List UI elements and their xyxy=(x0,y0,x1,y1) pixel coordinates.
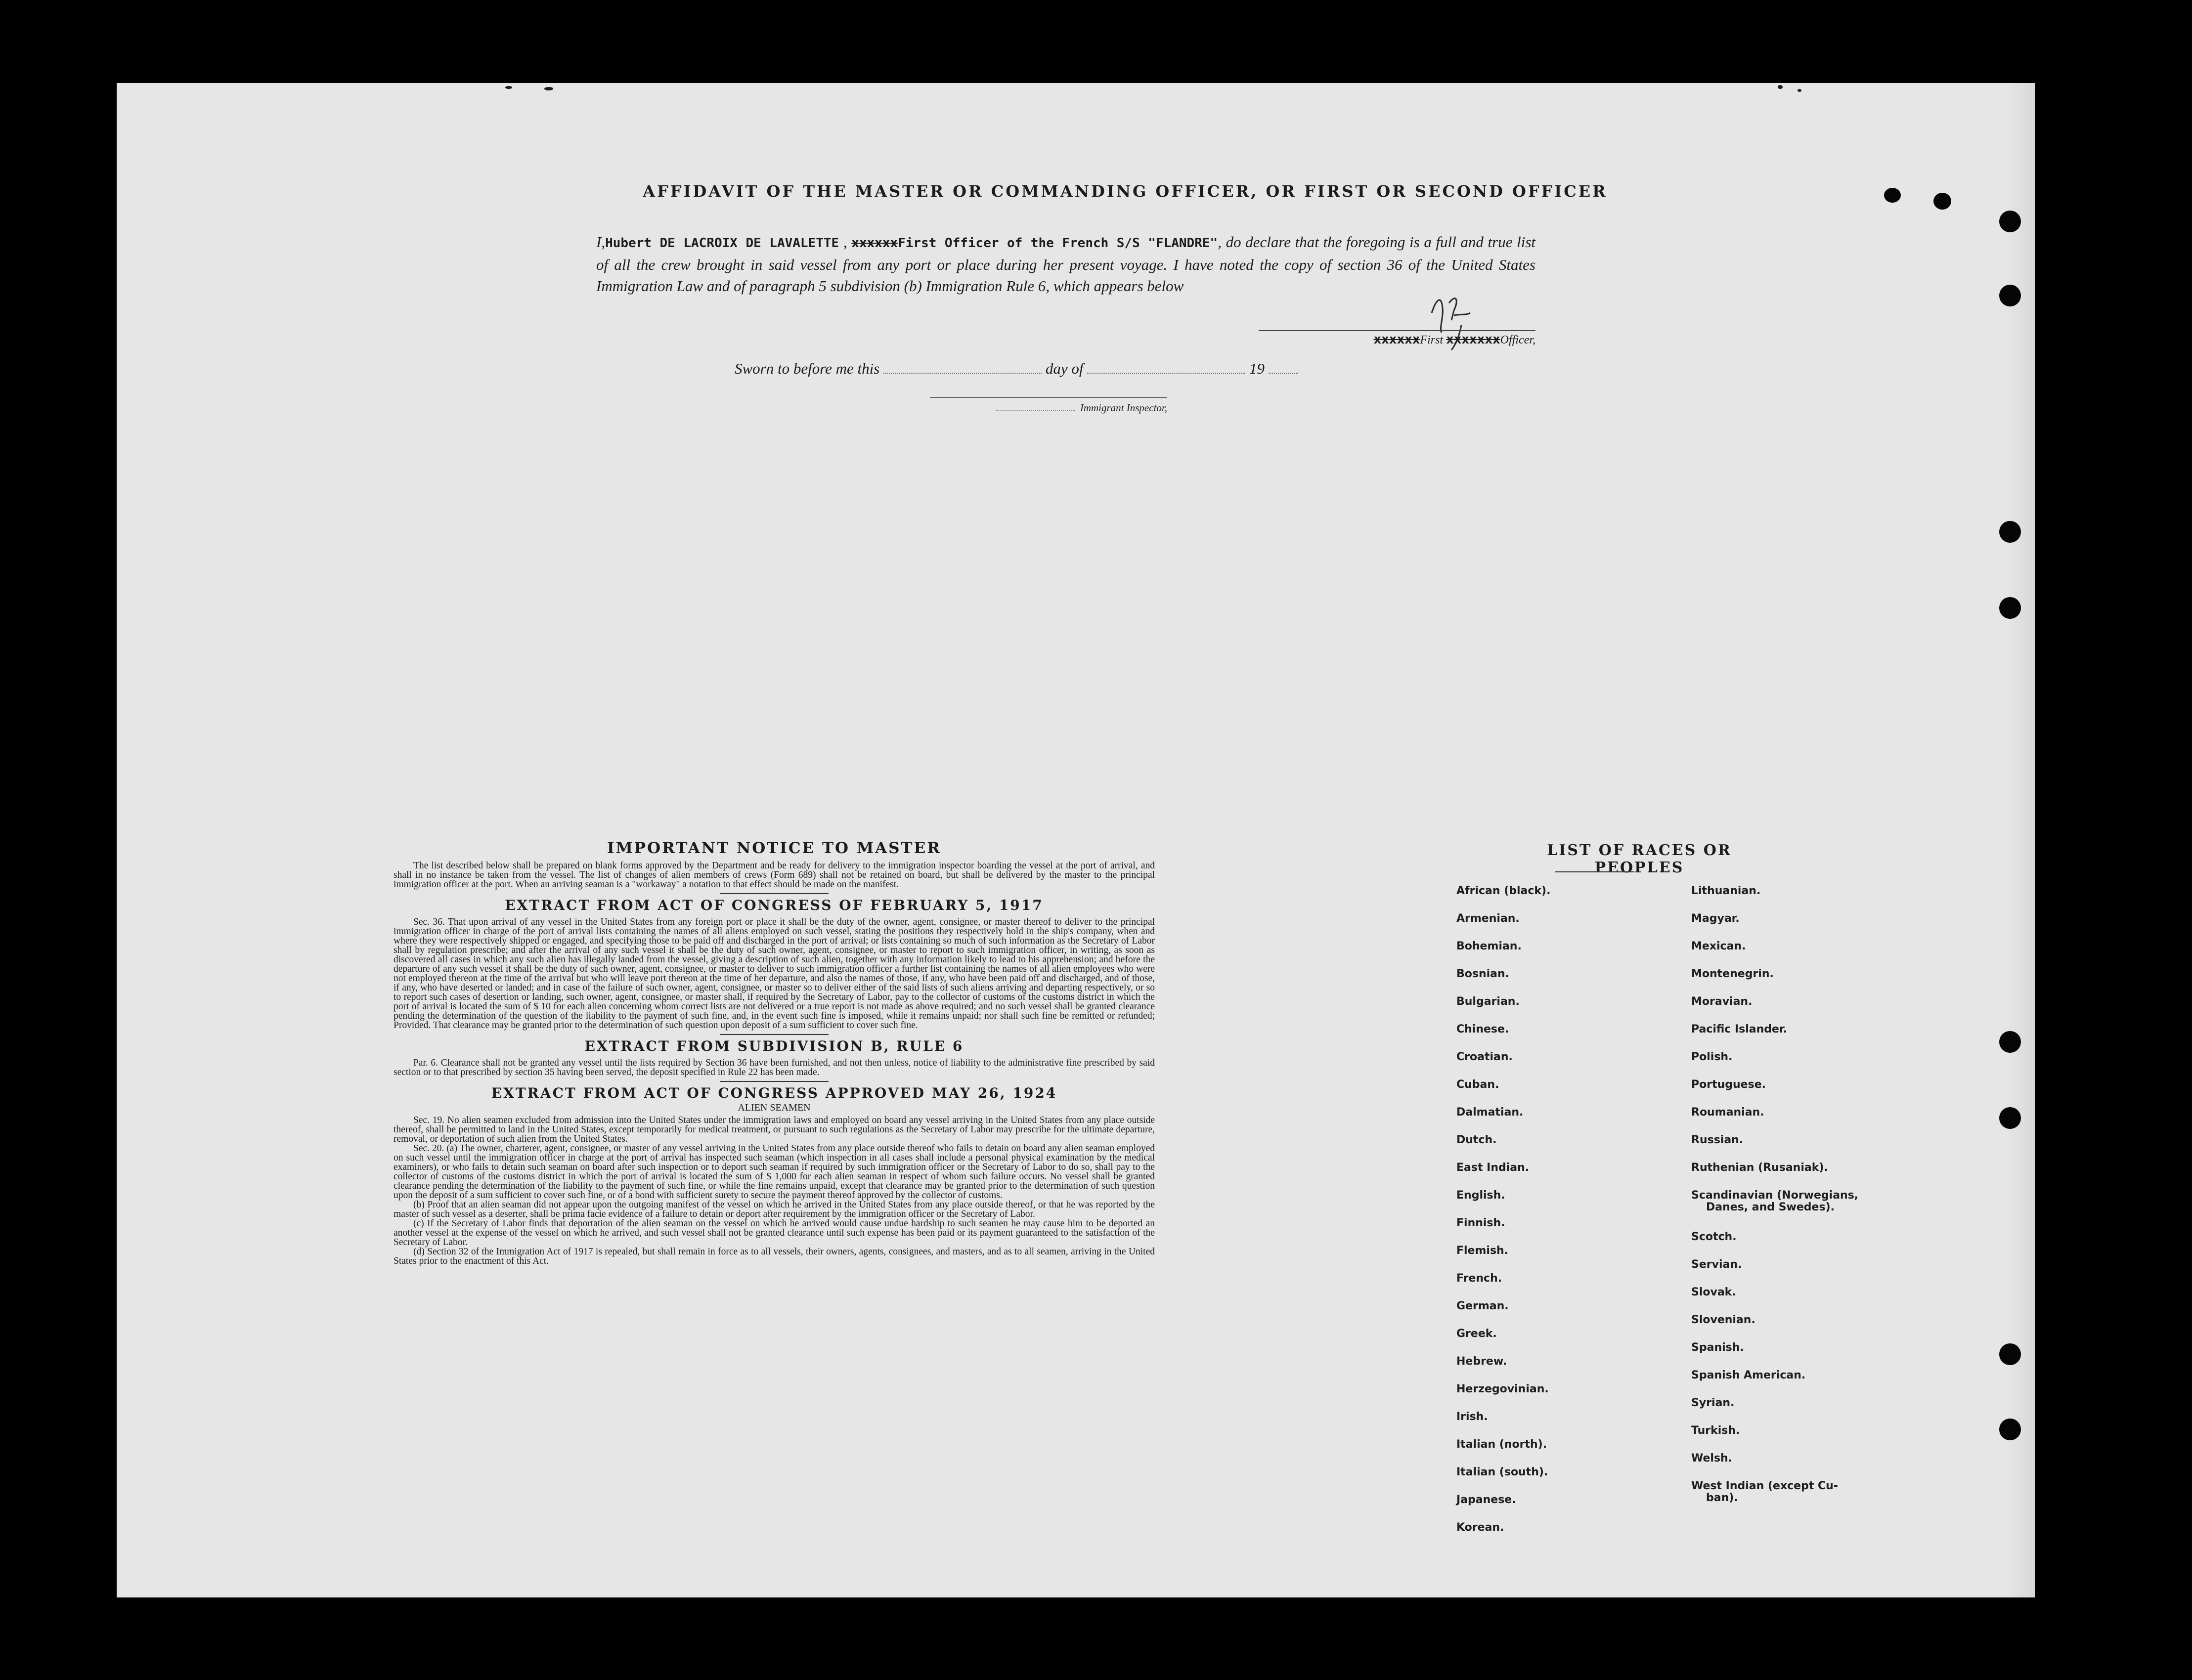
struck-rank: xxxxxx xyxy=(851,236,898,251)
declaration-body: that the foregoing is a full and true list of all the crew brought in said vessel from any port or place during her present voyage. I have noted the copy of section 36 of the United States Immigration Law and of paragraph 5 subdivision (b) Immigration Rule 6, which appears below xyxy=(596,233,1536,295)
races-left-column xyxy=(1456,885,1664,1550)
race-item: Croatian. xyxy=(1456,1051,1513,1063)
race-item: Servian. xyxy=(1691,1258,1742,1271)
extract3-subheading: ALIEN SEAMEN xyxy=(738,1102,811,1113)
pronoun: I, xyxy=(596,233,606,251)
first-label: First xyxy=(1420,334,1444,346)
binder-hole xyxy=(1999,285,2021,306)
struck-word: xxxxxx xyxy=(1373,332,1420,347)
binder-hole xyxy=(1999,1343,2021,1365)
extract2-heading: EXTRACT FROM SUBDIVISION B, RULE 6 xyxy=(584,1038,964,1054)
race-item: Bulgarian. xyxy=(1456,995,1520,1008)
inspector-signature-line xyxy=(930,397,1167,398)
scan-speck xyxy=(505,86,512,89)
race-item-line: West Indian (except Cu- xyxy=(1691,1480,1838,1492)
race-item: Greek. xyxy=(1456,1328,1497,1340)
race-item: Flemish. xyxy=(1456,1245,1509,1257)
race-item: Montenegrin. xyxy=(1691,968,1774,980)
extract3-sec20b: (b) Proof that an alien seaman did not appear upon the outgoing manifest of the vessel on which he arrived in the United States from any place outside thereof, or that he was reported by the master of such vessel as a deserter, shall be prima facie evidence of a failure to detain or deport after requirement by the immigration officer or the Secretary of Labor. xyxy=(394,1200,1155,1219)
binder-hole xyxy=(1999,1419,2021,1440)
declaration-text: I,Hubert DE LACROIX DE LAVALETTE , xxxxxxFirst Officer of the French S/S "FLANDRE", do declare that the foregoing is a full and true list of all the crew brought in said vessel from any port or place during her present voyage. I have noted the copy of section 36 of the United States Immigration Law and of paragraph 5 subdivision (b) Immigration Rule 6, which appears below xyxy=(596,233,1536,295)
binder-hole xyxy=(1999,521,2021,543)
sworn-line xyxy=(735,360,1298,378)
race-item: Spanish American. xyxy=(1691,1369,1806,1381)
race-item: German. xyxy=(1456,1300,1509,1312)
day-of-label: day of xyxy=(1045,360,1084,377)
binder-hole xyxy=(1884,188,1901,203)
notice-section xyxy=(394,839,1155,1266)
extract3-sec20a: Sec. 20. (a) The owner, charterer, agent, consignee, or master of any vessel arriving in the United States from any place outside thereof who fails to detain on board any alien seaman employed on such vessel until the immigration officer in charge at the port of arrival has inspected such seaman (which inspection in all cases shall include a personal physical examination by the medical examiners), or who fails to detain such seaman on board after such inspection or to deport such seaman if required by such immigration officer or the Secretary of Labor to do so, shall pay to the collector of customs of the customs district in which the port of arrival is located the sum of $ 1,000 for each alien seaman in respect of whom such failure occurs. No vessel shall be granted clearance pending the determination of the liability to the payment of such fine, or while the fine remains unpaid, except that clearance may be granted prior to the determination of such question upon the deposit of a sum sufficient to cover such fine, or of a bond with sufficient surety to secure the payment thereof approved by the collector of customs. xyxy=(394,1143,1155,1201)
race-item: Ruthenian (Rusaniak). xyxy=(1691,1162,1828,1174)
year-blank xyxy=(1269,361,1298,374)
race-item: Dalmatian. xyxy=(1456,1106,1524,1119)
binder-hole xyxy=(1933,193,1951,210)
section-rule xyxy=(720,1081,829,1082)
notice-text: The list described below shall be prepared on blank forms approved by the Department and be ready for delivery to the immigration inspector boarding the vessel at the port of arrival, and shall in no instance be taken from the vessel. The list of changes of alien members of crews (Form 689) shall not be retained on board, but shall be delivered by the master to the principal immigration officer at the port. When an arriving seaman is a "workaway" a notation to that effect should be made on the manifest. xyxy=(394,861,1155,890)
race-item: Japanese. xyxy=(1456,1494,1516,1506)
extract3-sec19: Sec. 19. No alien seamen excluded from admission into the United States under the immigration laws and employed on board any vessel arriving in the United States from any place outside thereof, shall be permitted to land in the United States, except temporarily for medical treatment, or pursuant to such regulations as the Secretary of Labor may prescribe for the ultimate departure, removal, or deportation of such alien from the United States. xyxy=(394,1115,1155,1144)
inspector-label: Immigrant Inspector, xyxy=(1080,402,1167,414)
year-prefix: 19 xyxy=(1249,360,1265,377)
sworn-label: Sworn to before me this xyxy=(735,360,880,377)
races-rule xyxy=(1555,871,1634,872)
page-edge-shadow xyxy=(2005,83,2035,1597)
extract1-heading: EXTRACT FROM ACT OF CONGRESS OF FEBRUARY 5, 1917 xyxy=(505,897,1044,913)
scan-speck xyxy=(1797,89,1801,92)
race-item: Moravian. xyxy=(1691,995,1753,1008)
race-item: Syrian. xyxy=(1691,1397,1735,1409)
race-item: Scotch. xyxy=(1691,1231,1737,1243)
inspector-dots xyxy=(996,410,1075,411)
race-item-line: ban). xyxy=(1706,1492,1738,1504)
race-item: Korean. xyxy=(1456,1521,1504,1534)
section-rule xyxy=(720,1034,829,1035)
binder-hole xyxy=(1999,1031,2021,1053)
race-item: Spanish. xyxy=(1691,1341,1744,1354)
race-item: Portuguese. xyxy=(1691,1078,1766,1091)
day-blank xyxy=(883,361,1042,374)
race-item: Finnish. xyxy=(1456,1217,1505,1229)
month-blank xyxy=(1087,361,1245,374)
race-item: Slovenian. xyxy=(1691,1314,1755,1326)
race-item: Slovak. xyxy=(1691,1286,1736,1298)
extract3-sec20c: (c) If the Secretary of Labor finds that deportation of the alien seaman on the vessel on which he arrived would cause undue hardship to such seamen he may cause him to be deported an another vessel at the expense of the vessel on which he arrived, and such vessel shall not be granted clearance until such expense has been paid or its payment guaranteed to the satisfaction of the Secretary of Labor. xyxy=(394,1218,1155,1248)
inspector-label-row xyxy=(930,402,1167,414)
document-page xyxy=(117,83,2035,1597)
race-item-line: Danes, and Swedes). xyxy=(1706,1201,1835,1213)
race-item-line: Scandinavian (Norwegians, xyxy=(1691,1189,1859,1202)
race-item: African (black). xyxy=(1456,885,1551,897)
race-item: Italian (south). xyxy=(1456,1466,1548,1478)
race-item: Hebrew. xyxy=(1456,1355,1507,1368)
race-item: Turkish. xyxy=(1691,1424,1740,1437)
race-item: Roumanian. xyxy=(1691,1106,1764,1119)
officer-label: Officer, xyxy=(1500,334,1535,346)
races-title: LIST OF RACES OR PEOPLES xyxy=(1547,842,1732,876)
race-item: Magyar. xyxy=(1691,912,1740,925)
race-item xyxy=(1691,1480,1919,1522)
do-declare: , do declare xyxy=(1218,233,1291,251)
extract3-sec20d: (d) Section 32 of the Immigration Act of 1917 is repealed, but shall remain in force as to all vessels, their owners, agents, consignees, and masters, and as to all seamen, arriving in the United States prior to the enactment of this Act. xyxy=(394,1247,1155,1266)
signature-line xyxy=(1259,330,1535,347)
binder-hole xyxy=(1999,211,2021,232)
extract3-heading: EXTRACT FROM ACT OF CONGRESS APPROVED MAY 26, 1924 xyxy=(491,1085,1057,1101)
race-item: Armenian. xyxy=(1456,912,1520,925)
races-right-column xyxy=(1691,885,1919,1522)
race-item: Lithuanian. xyxy=(1691,885,1761,897)
extract2-text: Par. 6. Clearance shall not be granted any vessel until the lists required by Section 36 have been furnished, and not then unless, notice of liability to the administrative fine prescribed by said section or to that prescribed by section 35 having been served, the deposit specified in Rule 22 has been made. xyxy=(394,1058,1155,1077)
race-item: Cuban. xyxy=(1456,1078,1499,1091)
binder-hole xyxy=(1999,597,2021,619)
race-item: Chinese. xyxy=(1456,1023,1509,1035)
race-item: French. xyxy=(1456,1272,1502,1285)
race-item: Russian. xyxy=(1691,1134,1744,1146)
extract1-text: Sec. 36. That upon arrival of any vessel in the United States from any foreign port or place it shall be the duty of the owner, agent, consignee, or master thereof to deliver to the principal immigration officer in charge of the port of arrival lists containing the names of all aliens employed on such vessel, stating the positions they respectively hold in the ship's company, when and where they were respectively shipped or engaged, and specifying those to be paid off and discharged in the port of arrival; or lists containing so much of such information as the Secretary of Labor shall by regulation prescribe; and after the arrival of any such vessel it shall be the duty of such owner, agent, consignee, or master to report to such immigration officer, in writing, as soon as discovered all cases in which any such alien has illegally landed from the vessel, giving a description of such alien, together with any information likely to lead to his apprehension; and before the departure of any such vessel it shall be the duty of such owner, agent, consignee, or master to deliver to such immigration officer a further list containing the names of all alien employees who were not employed thereon at the time of the arrival but who will leave port thereon at the time of her departure, and also the names of those, if any, who have been paid off and discharged, and of those, if any, who have deserted or landed; and in case of the failure of such owner, agent, consignee, or master so to deliver either of the said lists of such aliens arriving and departing respectively, or so to report such cases of desertion or landing, such owner, agent, consignee, or master shall, if required by the Secretary of Labor, pay to the collector of customs of the customs district in which the port of arrival is located the sum of $ 10 for each alien concerning whom correct lists are not delivered or a true report is not made as above required; and no such vessel shall be granted clearance pending the determination of the question of the liability to the payment of such fine, and, in the event such fine is imposed, while it remains unpaid; nor shall such fine be remitted or refunded; Provided. That clearance may be granted prior to the determination of such question upon deposit of a sum sufficient to cover such fine. xyxy=(394,917,1155,1031)
section-rule xyxy=(720,893,829,894)
scan-speck xyxy=(1778,85,1783,89)
race-item: Dutch. xyxy=(1456,1134,1497,1146)
race-item xyxy=(1691,1190,1919,1231)
scan-speck xyxy=(544,87,553,90)
notice-heading: IMPORTANT NOTICE TO MASTER xyxy=(607,839,942,857)
race-item: Mexican. xyxy=(1691,940,1746,952)
race-item: Polish. xyxy=(1691,1051,1733,1063)
race-item: East Indian. xyxy=(1456,1162,1530,1174)
binder-hole xyxy=(1999,1107,2021,1129)
officer-name: Hubert DE LACROIX DE LAVALETTE xyxy=(605,236,839,251)
race-item: Italian (north). xyxy=(1456,1438,1547,1451)
race-item: Bohemian. xyxy=(1456,940,1522,952)
race-item: English. xyxy=(1456,1189,1505,1202)
officer-title: First Officer of the French S/S "FLANDRE" xyxy=(898,236,1218,251)
race-item: Pacific Islander. xyxy=(1691,1023,1788,1035)
race-item: Bosnian. xyxy=(1456,968,1510,980)
race-item: Irish. xyxy=(1456,1411,1488,1423)
race-item: Herzegovinian. xyxy=(1456,1383,1549,1395)
race-item: Welsh. xyxy=(1691,1452,1733,1465)
struck-word-2: xxxxxxx xyxy=(1446,332,1500,347)
affidavit-title: AFFIDAVIT OF THE MASTER OR COMMANDING OFFICER, OR FIRST OR SECOND OFFICER xyxy=(643,182,1608,201)
